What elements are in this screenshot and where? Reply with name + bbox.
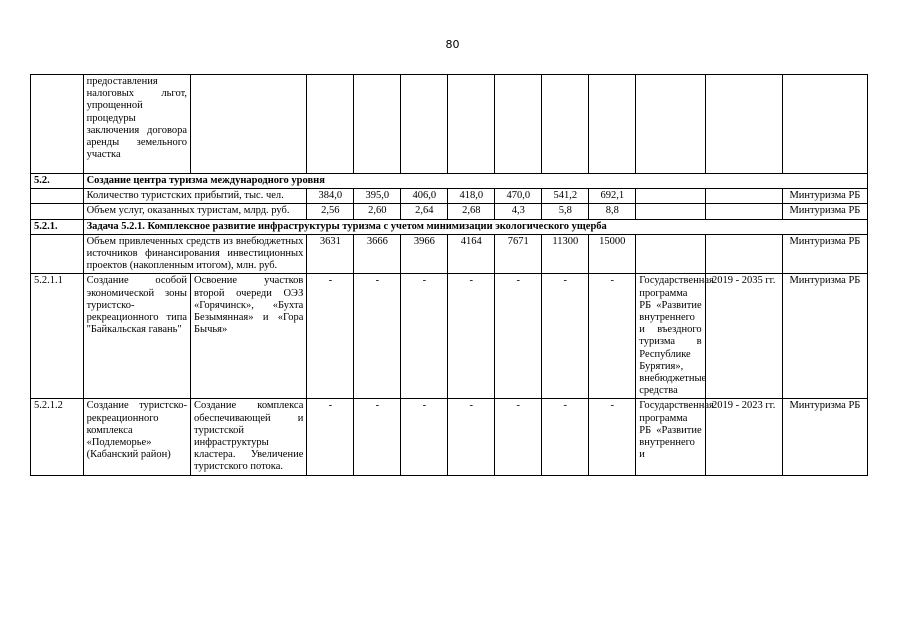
indicator-name: Количество туристских прибытий, тыс. чел. — [83, 189, 307, 204]
cell-period — [705, 234, 782, 274]
cell-value: 418,0 — [448, 189, 495, 204]
cell-value — [401, 75, 448, 174]
section-code: 5.2. — [31, 174, 84, 189]
cell-value: 541,2 — [542, 189, 589, 204]
cell-value: 2,68 — [448, 204, 495, 219]
cell-value: 384,0 — [307, 189, 354, 204]
cell-value: 470,0 — [495, 189, 542, 204]
cell-period — [705, 189, 782, 204]
cell-value: - — [495, 274, 542, 399]
cell-executor: Минтуризма РБ — [782, 274, 867, 399]
cell-code — [31, 234, 84, 274]
cell-value: 692,1 — [589, 189, 636, 204]
plan-table — [30, 74, 868, 476]
table-row — [31, 75, 868, 174]
cell-value — [307, 75, 354, 174]
cell-activity: Освоение участков второй очереди ОЭЗ «Горячинск», «Бухта Безымянная» и «Гора Бычья» — [191, 274, 307, 399]
section-title: Задача 5.2.1. Комплексное развитие инфраструктуры туризма с учетом минимизации экологического ущерба — [83, 219, 867, 234]
cell-value: - — [307, 274, 354, 399]
cell-program — [636, 75, 705, 174]
cell-activity — [191, 75, 307, 174]
cell-executor — [782, 75, 867, 174]
cell-value: - — [401, 274, 448, 399]
table-row — [31, 399, 868, 475]
cell-value: - — [589, 399, 636, 475]
cell-activity: Создание комплекса обеспечивающей и туристской инфраструктуры кластера. Увеличение туристского потока. — [191, 399, 307, 475]
cell-value: 406,0 — [401, 189, 448, 204]
cell-program — [636, 204, 705, 219]
cell-executor: Минтуризма РБ — [782, 234, 867, 274]
cell-value: - — [307, 399, 354, 475]
cell-value — [495, 75, 542, 174]
cell-value: 2,64 — [401, 204, 448, 219]
cell-value: 3966 — [401, 234, 448, 274]
cell-program: Государственная программа РБ «Развитие внутреннего и въездного туризма в Республике Бурятия», внебюджетные средства — [636, 274, 705, 399]
cell-program — [636, 189, 705, 204]
cell-executor: Минтуризма РБ — [782, 399, 867, 475]
section-code: 5.2.1. — [31, 219, 84, 234]
cell-value: - — [542, 399, 589, 475]
cell-code — [31, 75, 84, 174]
table-row — [31, 204, 868, 219]
cell-code: 5.2.1.1 — [31, 274, 84, 399]
cell-name: Создание особой экономической зоны туристско-рекреационного типа "Байкальская гавань" — [83, 274, 190, 399]
cell-value: 4164 — [448, 234, 495, 274]
cell-value — [589, 75, 636, 174]
indicator-name: Объем услуг, оказанных туристам, млрд. руб. — [83, 204, 307, 219]
cell-code: 5.2.1.2 — [31, 399, 84, 475]
cell-value: - — [542, 274, 589, 399]
cell-value: 2,60 — [354, 204, 401, 219]
cell-period: 2019 - 2023 гг. — [705, 399, 782, 475]
cell-value: - — [495, 399, 542, 475]
section-title: Создание центра туризма международного уровня — [83, 174, 867, 189]
cell-code — [31, 204, 84, 219]
cell-value: - — [401, 399, 448, 475]
indicator-name: Объем привлеченных средств из внебюджетных источников финансирования инвестиционных проектов (накопленным итогом), млн. руб. — [83, 234, 307, 274]
cell-value: - — [448, 274, 495, 399]
cell-value — [448, 75, 495, 174]
section-header-row — [31, 174, 868, 189]
cell-value: 5,8 — [542, 204, 589, 219]
cell-value: 3631 — [307, 234, 354, 274]
cell-period — [705, 204, 782, 219]
table-row — [31, 234, 868, 274]
cell-executor: Минтуризма РБ — [782, 189, 867, 204]
cell-value: - — [354, 274, 401, 399]
cell-value: 2,56 — [307, 204, 354, 219]
cell-value: 11300 — [542, 234, 589, 274]
cell-executor: Минтуризма РБ — [782, 204, 867, 219]
cell-period — [705, 75, 782, 174]
table-row — [31, 274, 868, 399]
cell-value: - — [354, 399, 401, 475]
cell-name: Создание туристско-рекреационного комплекса «Подлеморье» (Кабанский район) — [83, 399, 190, 475]
cell-program — [636, 234, 705, 274]
cell-value: - — [589, 274, 636, 399]
page-number: 80 — [445, 38, 460, 51]
cell-value: 395,0 — [354, 189, 401, 204]
cell-value: 3666 — [354, 234, 401, 274]
cell-value: 7671 — [495, 234, 542, 274]
cell-program: Государственная программа РБ «Развитие внутреннего и — [636, 399, 705, 475]
cell-code — [31, 189, 84, 204]
cell-value — [542, 75, 589, 174]
cell-value: 15000 — [589, 234, 636, 274]
cell-value: 8,8 — [589, 204, 636, 219]
cell-value: - — [448, 399, 495, 475]
cell-period: 2019 - 2035 гг. — [705, 274, 782, 399]
cell-name: предоставления налоговых льгот, упрощенной процедуры заключения договора аренды земельного участка — [83, 75, 190, 174]
section-header-row — [31, 219, 868, 234]
cell-value — [354, 75, 401, 174]
cell-value: 4,3 — [495, 204, 542, 219]
table-row — [31, 189, 868, 204]
